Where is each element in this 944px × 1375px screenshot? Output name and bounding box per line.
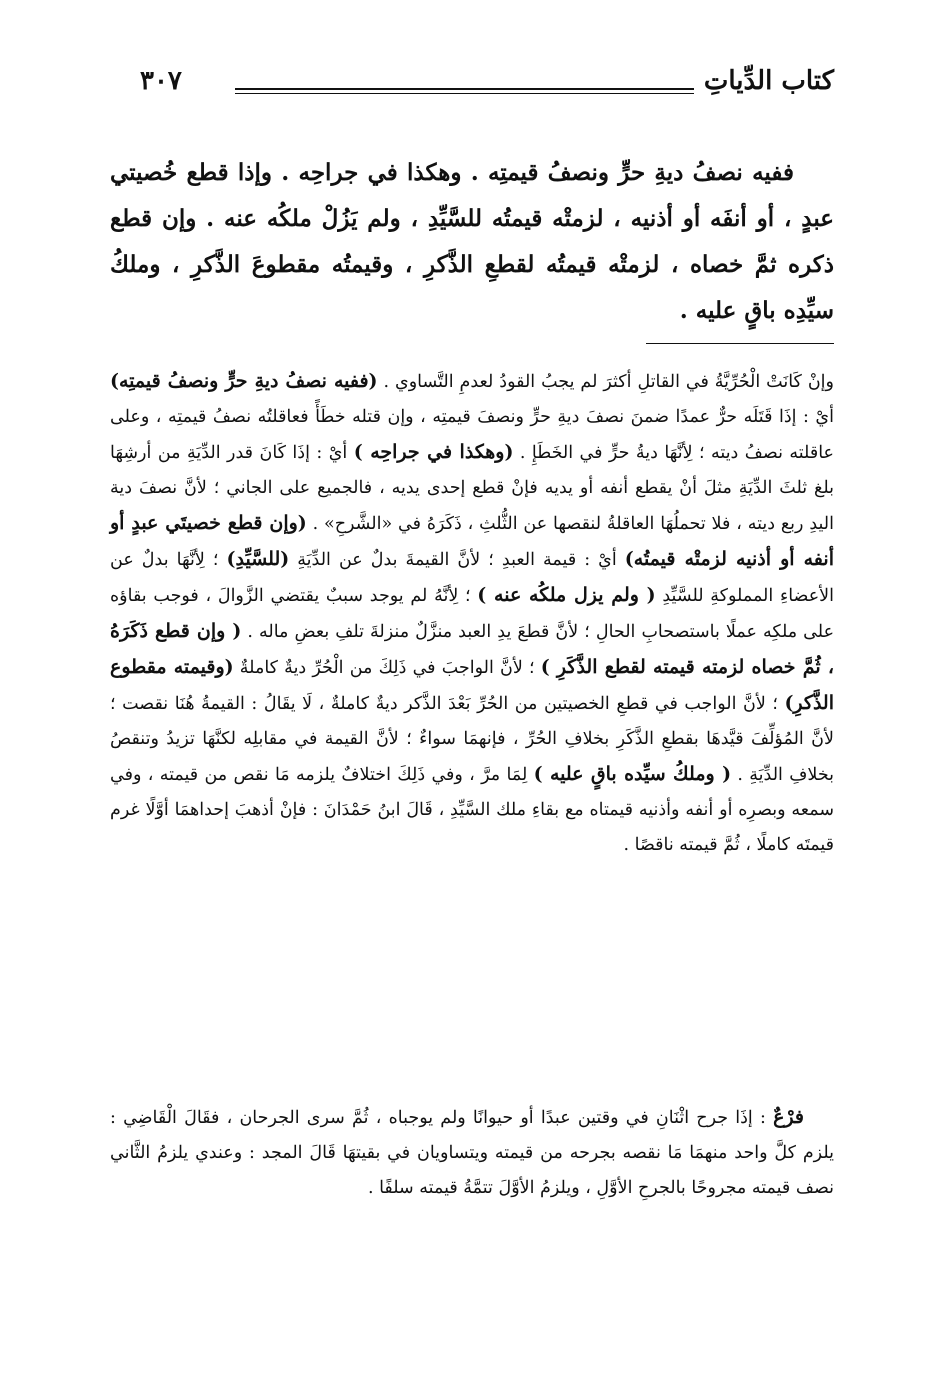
commentary-text: ؛ لِأنَّهُ لم يوجد سببٌ يقتضي الزَّوالَ ، فوجب بقاؤه على ملكِه عملًا باستصحابِ الحالِ ؛ لأنَّ قطعَ يدِ العبد منزَّلٌ منزلةَ تلفِ بعضِ ماله .	[110, 586, 835, 642]
header-rule	[235, 88, 694, 94]
matn-text-block	[110, 150, 834, 334]
far3-text: : إذَا جرح اثْنَانِ في وقتين عبدًا أو حيوانًا ولم يوجباه ، ثُمَّ سرى الجرحان ، فقَالَ الْقَاضِي : يلزم كلَّ واحد منهمَا مَا نقصه بجرحه من قيمته ويتساويان في بقيتهَا قَالَ المجد : وعندي يلزمُ الثَّاني نصف قيمته مجروحًا بالجرحِ الأوَّلِ ، ويلزمُ الأوَّلَ تتمَّةُ قيمته سلفًا .	[110, 1108, 834, 1198]
quoted-matn: (وقيمته مقطوع الذَّكرِ)	[110, 656, 834, 714]
commentary-text: أيْ : إذَا كَانَ قدر الدِّيَةِ من أرشِهَا بلغ ثلثَ الدِّيَةِ مثلَ أنْ يقطع أنفه أو يديه فإنْ قطع إحدى يديه ، فالجميع على الجاني ؛ لأنَّ نصفَ دية اليدِ ربع ديته ، فلا تحملُهَا العاقلةُ لنقصها عن الثُّلثِ ، ذَكَرَهُ في «الشَّرحِ» .	[110, 443, 834, 534]
footnote-divider	[646, 343, 834, 344]
quoted-matn: ( ولم يزل ملكُه عنه )	[477, 584, 656, 606]
commentary-text: أيْ : قيمة العبدِ ؛ لأنَّ القيمةَ بدلٌ عن الدِّيَةِ	[289, 550, 625, 570]
matn-paragraph: ففيه نصفُ ديةِ حرٍّ ونصفُ قيمتِه . وهكذا في جراحِه . وإذا قطع خُصيتي عبدٍ ، أو أنفَه أو أذنيه ، لزمتْه قيمتُه للسَّيِّدِ ، ولم يَزُلْ ملكُه عنه . وإن قطع ذكره ثمَّ خصاه ، لزمتْه قيمتُه لقطعِ الذَّكرِ ، وقيمتُه مقطوعَ الذَّكرِ ، وملكُ سيِّدِه باقٍ عليه .	[110, 159, 834, 324]
commentary-paragraph	[110, 364, 834, 863]
quoted-matn: ( وملكُ سيِّده باقٍ عليه )	[533, 763, 732, 785]
far3-paragraph	[110, 1100, 834, 1206]
quoted-matn: (وإن قطع خصيتَي عبدٍ أو أنفه أو أذنيه لزمتْه قيمتُه)	[110, 512, 834, 570]
commentary-text: لِمَا مرَّ ، وفي ذَلِكَ اختلافٌ يلزمه مَا نقص من قيمته ، وفي سمعه وبصرِه أو أنفه وأذنيه قيمتاه مع بقاءِ ملك السَّيِّدِ ، قَالَ ابنُ حَمْدَانَ : فإنْ أذهبَ إحداهمَا أوَّلًا غرم قيمتَه كاملًا ، ثُمَّ قيمته ناقصًا .	[110, 765, 834, 855]
quoted-matn: (للسَّيِّدِ)	[226, 548, 290, 570]
book-title: كتاب الدِّياتِ	[703, 66, 834, 96]
quoted-matn: (ففيه نصفُ ديةِ حرٍّ ونصفُ قيمتِه)	[110, 370, 378, 392]
commentary-text: أيْ : إذَا قَتَلَه حرٌّ عمدًا ضمنَ نصفَ ديةِ حرٍّ ونصفَ قيمتِه ، وإن قتله خطَأً فعاقلتُه نصفُ قيمتِه ، وعلى عاقلته نصفُ ديته ؛ لِأنَّهَا ديةُ حرٍّ في الخَطَإِ .	[110, 407, 834, 463]
commentary-text: وإنْ كَانَتْ الْحُرِّيَّةُ في القاتلِ أكثرَ لم يجبُ القودُ لعدمِ التَّساوي .	[377, 372, 834, 392]
quoted-matn: (وهكذا في جراحِه )	[353, 441, 514, 463]
far3-label: فرْعٌ	[773, 1106, 804, 1128]
commentary-text: ؛ لأنَّ الواجب في قطعِ الخصيتين من الحُرِّ بَعْدَ الذَّكر ديةٌ كاملةٌ ، لَا يقَالُ : القيمةُ هُنَا نقصت ؛ لأنَّ المُؤلِّفَ قيَّدهَا بقطعِ الذَّكَرِ بخلافِ الحُرِّ ، فإنهمَا سواءٌ ؛ لأنَّ القيمة في مقابلِه لكنَّهَا تزيدُ وتنقصُ بخلافِ الدِّيَةِ .	[110, 694, 834, 785]
running-header	[140, 66, 834, 106]
commentary-text: ؛ لأنَّ الواجبَ في ذَلِكَ من الْحُرِّ ديةٌ كاملةٌ	[233, 658, 541, 678]
page-number: ٣٠٧	[140, 66, 182, 96]
commentary-text: ؛ لِأنَّهَا بدلٌ عن الأعضاءِ المملوكةِ للسَّيِّدِ	[110, 550, 834, 606]
far3-section	[110, 1100, 834, 1206]
commentary-block	[110, 364, 834, 863]
quoted-matn: ( وإن قطع ذَكَرَهُ ، ثُمَّ خصاه لزمته قيمته لقطع الذَّكَرِ )	[110, 620, 834, 678]
